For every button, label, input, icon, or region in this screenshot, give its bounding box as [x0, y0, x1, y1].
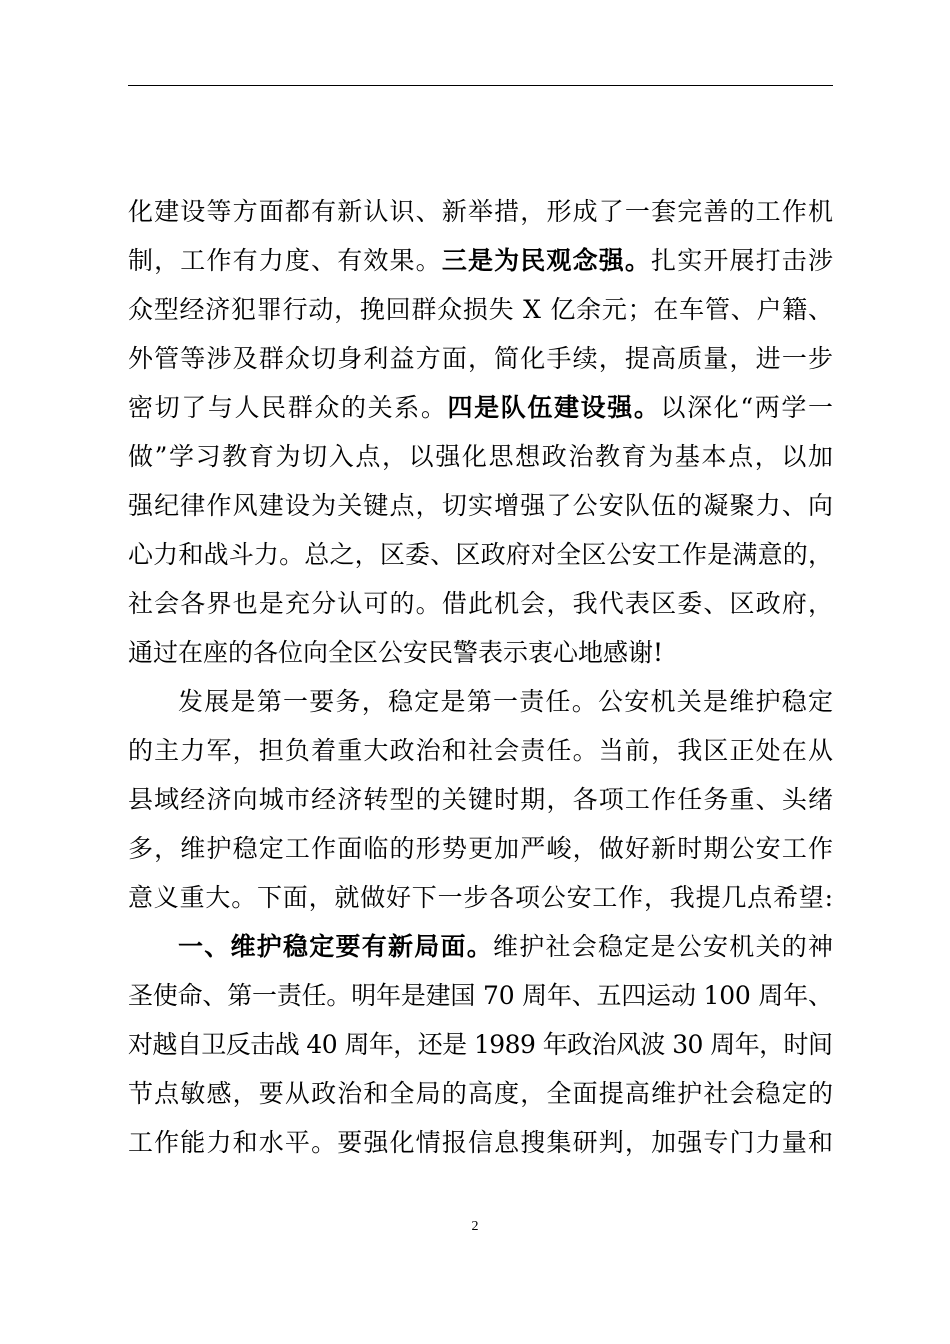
text-line: 密切了与人民群众的关系。四是队伍建设强。以深化“两学一 — [128, 392, 835, 422]
document-body — [128, 185, 833, 1165]
section-heading: 一、维护稳定要有新局面。 — [178, 931, 493, 961]
text-line: 心力和战斗力。总之，区委、区政府对全区公安工作是满意的， — [128, 539, 834, 569]
text-line: 节点敏感，要从政治和全局的高度，全面提高维护社会稳定的 — [128, 1078, 835, 1108]
header-rule — [128, 85, 833, 86]
text-line: 化建设等方面都有新认识、新举措，形成了一套完善的工作机 — [128, 196, 835, 226]
text-line: 做”学习教育为切入点，以强化思想政治教育为基本点，以加 — [128, 441, 835, 471]
text-line: 发展是第一要务，稳定是第一责任。公安机关是维护稳定 — [178, 686, 835, 716]
text-line: 强纪律作风建设为关键点，切实增强了公安队伍的凝聚力、向 — [128, 490, 835, 520]
text-line: 圣使命、第一责任。明年是建国 70 周年、五四运动 100 周年、 — [128, 980, 833, 1010]
emphasis-text: 三是为民观念强。 — [441, 245, 652, 275]
text-line: 工作能力和水平。要强化情报信息搜集研判，加强专门力量和 — [128, 1127, 835, 1157]
text-line: 制，工作有力度、有效果。三是为民观念强。扎实开展打击涉 — [128, 245, 835, 275]
text-line: 通过在座的各位向全区公安民警表示衷心地感谢! — [128, 637, 664, 667]
text-line: 意义重大。下面，就做好下一步各项公安工作，我提几点希望: — [128, 882, 834, 912]
text-line: 县域经济向城市经济转型的关键时期，各项工作任务重、头绪 — [128, 784, 835, 814]
emphasis-text: 四是队伍建设强。 — [447, 392, 661, 422]
text-line: 外管等涉及群众切身利益方面，简化手续，提高质量，进一步 — [128, 343, 835, 373]
text-line: 社会各界也是充分认可的。借此机会，我代表区委、区政府， — [128, 588, 835, 618]
text-line: 对越自卫反击战 40 周年，还是 1989 年政治风波 30 周年，时间 — [128, 1029, 833, 1059]
page-number: 2 — [471, 1219, 479, 1234]
text-line: 众型经济犯罪行动，挽回群众损失 X 亿余元；在车管、户籍、 — [128, 294, 834, 324]
text-line: 多，维护稳定工作面临的形势更加严峻，做好新时期公安工作 — [128, 833, 835, 863]
text-line: 的主力军，担负着重大政治和社会责任。当前，我区正处在从 — [128, 735, 835, 765]
text-line: 一、维护稳定要有新局面。维护社会稳定是公安机关的神 — [178, 931, 835, 961]
